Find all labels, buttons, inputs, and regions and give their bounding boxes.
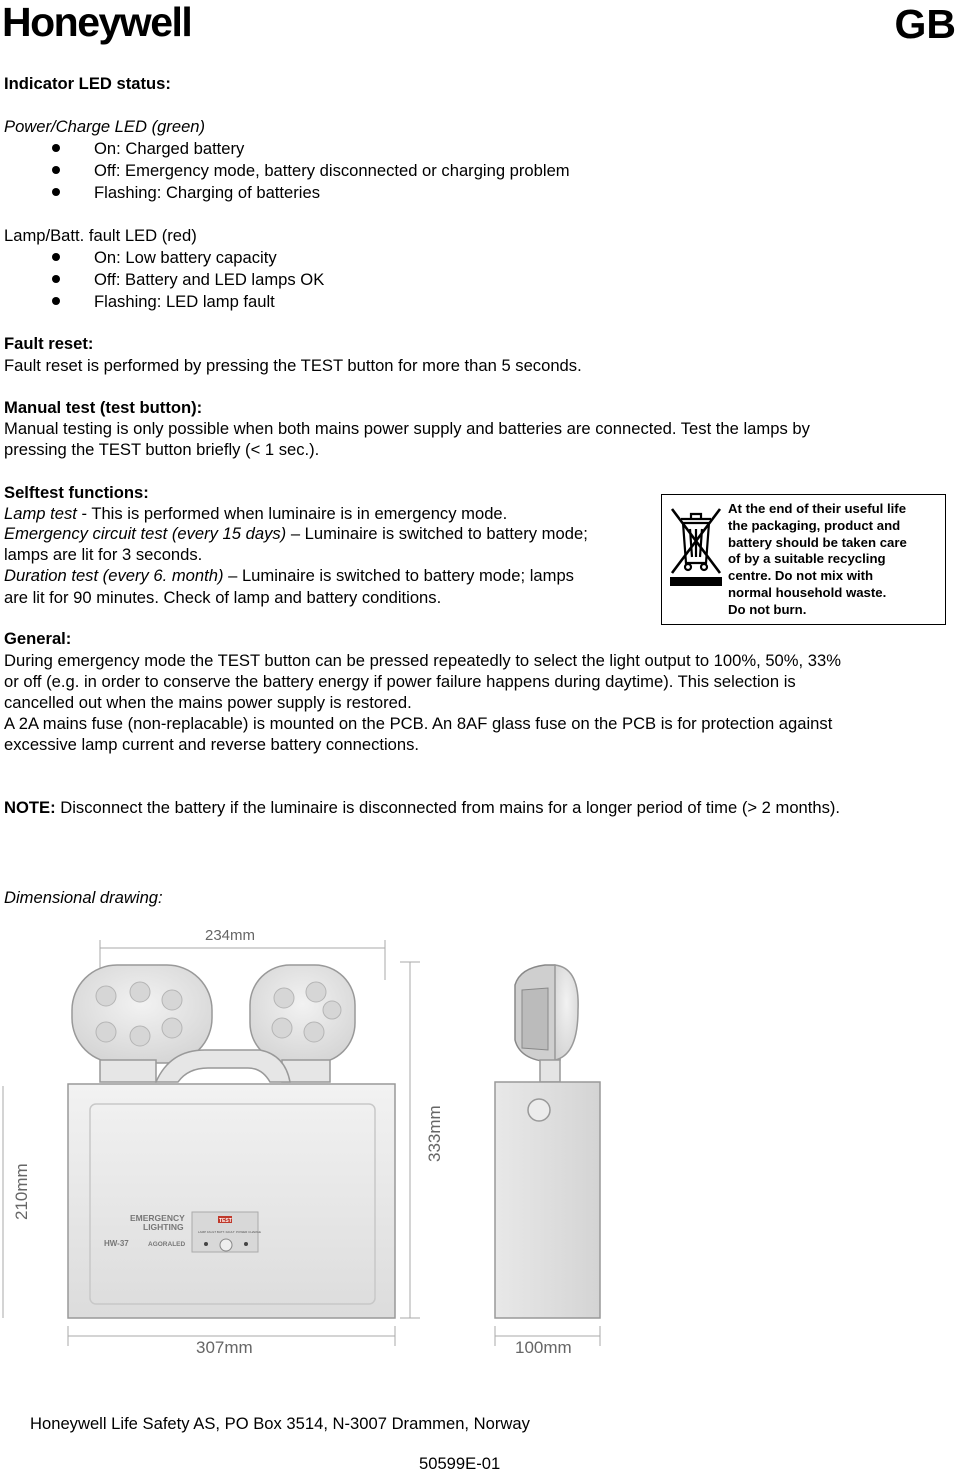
language-code: GB: [894, 1, 956, 47]
weee-line: normal household waste.: [728, 584, 887, 600]
dim-307: 307mm: [196, 1338, 253, 1357]
power-led-title: Power/Charge LED (green): [4, 117, 206, 136]
general-text: cancelled out when the mains power supply is restored.: [4, 693, 412, 712]
manual-test-heading: Manual test (test button):: [4, 398, 203, 417]
fault-reset-text: Fault reset is performed by pressing the TEST button for more than 5 seconds.: [4, 356, 582, 375]
general-text: A 2A mains fuse (non-replacable) is mounted on the PCB. An 8AF glass fuse on the PCB is for protection against: [4, 714, 833, 733]
bullet-icon: [52, 166, 60, 174]
indicator-heading: Indicator LED status:: [4, 74, 171, 93]
list-item: On: Low battery capacity: [94, 248, 277, 267]
dim-100: 100mm: [515, 1338, 572, 1357]
led1-label: LAMP FAULT BATT. FAULT: [198, 1230, 235, 1234]
bullet-icon: [52, 253, 60, 261]
list-item: On: Charged battery: [94, 139, 245, 158]
dim-333: 333mm: [425, 1105, 444, 1162]
list-item: Off: Emergency mode, battery disconnected or charging problem: [94, 161, 570, 180]
manual-test-text-2: pressing the TEST button briefly (< 1 sec.).: [4, 440, 320, 459]
circuit-test-line-2: lamps are lit for 3 seconds.: [4, 545, 203, 564]
label-type: AGORALED: [148, 1241, 186, 1248]
bullet-icon: [52, 188, 60, 196]
footer-address: Honeywell Life Safety AS, PO Box 3514, N-3007 Drammen, Norway: [30, 1414, 530, 1433]
footer-doc-number: 50599E-01: [419, 1454, 501, 1473]
circuit-test-label: Emergency circuit test (every 15 days): [4, 524, 287, 543]
circuit-test-line: [4, 523, 588, 544]
dim-234: 234mm: [205, 927, 256, 944]
note-line: [4, 797, 840, 818]
circuit-test-text: – Luminaire is switched to battery mode;: [286, 524, 588, 543]
label-model: HW-37: [104, 1239, 129, 1248]
dimensional-drawing: [0, 920, 960, 1370]
label-lighting: LIGHTING: [143, 1222, 184, 1232]
led2-label: POWER CHARGE: [236, 1230, 262, 1234]
list-item: Flashing: Charging of batteries: [94, 183, 320, 202]
weee-text: [728, 501, 907, 619]
test-label: TEST: [219, 1218, 232, 1224]
general-text: excessive lamp current and reverse battery connections.: [4, 735, 420, 754]
weee-line: Do not burn.: [728, 601, 807, 617]
duration-test-label: Duration test (every 6. month): [4, 566, 224, 585]
duration-test-line: [4, 565, 574, 586]
weee-line: the packaging, product and: [728, 517, 901, 533]
body-front: [68, 1084, 395, 1318]
manual-test-text-1: Manual testing is only possible when both mains power supply and batteries are connected. Test the lamps by: [4, 419, 810, 438]
bullet-icon: [52, 144, 60, 152]
list-item: Off: Battery and LED lamps OK: [94, 270, 325, 289]
weee-line: centre. Do not mix with: [728, 568, 874, 584]
lamp-test-line: [4, 503, 507, 524]
dim-210: 210mm: [12, 1163, 31, 1220]
general-heading: General:: [4, 629, 72, 648]
lamp-test-text: - This is performed when luminaire is in emergency mode.: [76, 504, 508, 523]
weee-line: battery should be taken care: [728, 534, 907, 550]
side-view: [495, 965, 600, 1318]
bullet-icon: [52, 275, 60, 283]
fault-reset-heading: Fault reset:: [4, 334, 94, 353]
lamp-test-label: Lamp test: [4, 504, 77, 523]
brand-logo: Honeywell: [2, 0, 192, 45]
note-label: NOTE:: [4, 798, 56, 817]
weee-notice-box: [661, 494, 946, 625]
general-text: or off (e.g. in order to conserve the battery energy if power failure happens during daytime). This selection is: [4, 672, 796, 691]
general-text: During emergency mode the TEST button can be pressed repeatedly to select the light output to 100%, 50%, 33%: [4, 651, 841, 670]
weee-line: of by a suitable recycling: [728, 551, 886, 567]
duration-test-line-2: are lit for 90 minutes. Check of lamp and battery conditions.: [4, 588, 442, 607]
lamp-heads-front: [72, 965, 355, 1063]
duration-test-text: – Luminaire is switched to battery mode; lamps: [223, 566, 574, 585]
weee-line: At the end of their useful life: [728, 501, 907, 516]
selftest-heading: Selftest functions:: [4, 483, 149, 502]
bullet-icon: [52, 297, 60, 305]
drawing-title: Dimensional drawing:: [4, 888, 163, 907]
label-emergency: EMERGENCY: [130, 1213, 185, 1223]
list-item: Flashing: LED lamp fault: [94, 292, 275, 311]
crossed-bin-icon: [668, 503, 724, 591]
fault-led-title: Lamp/Batt. fault LED (red): [4, 226, 197, 245]
note-text: Disconnect the battery if the luminaire is disconnected from mains for a longer period of time (> 2 months).: [55, 798, 841, 817]
